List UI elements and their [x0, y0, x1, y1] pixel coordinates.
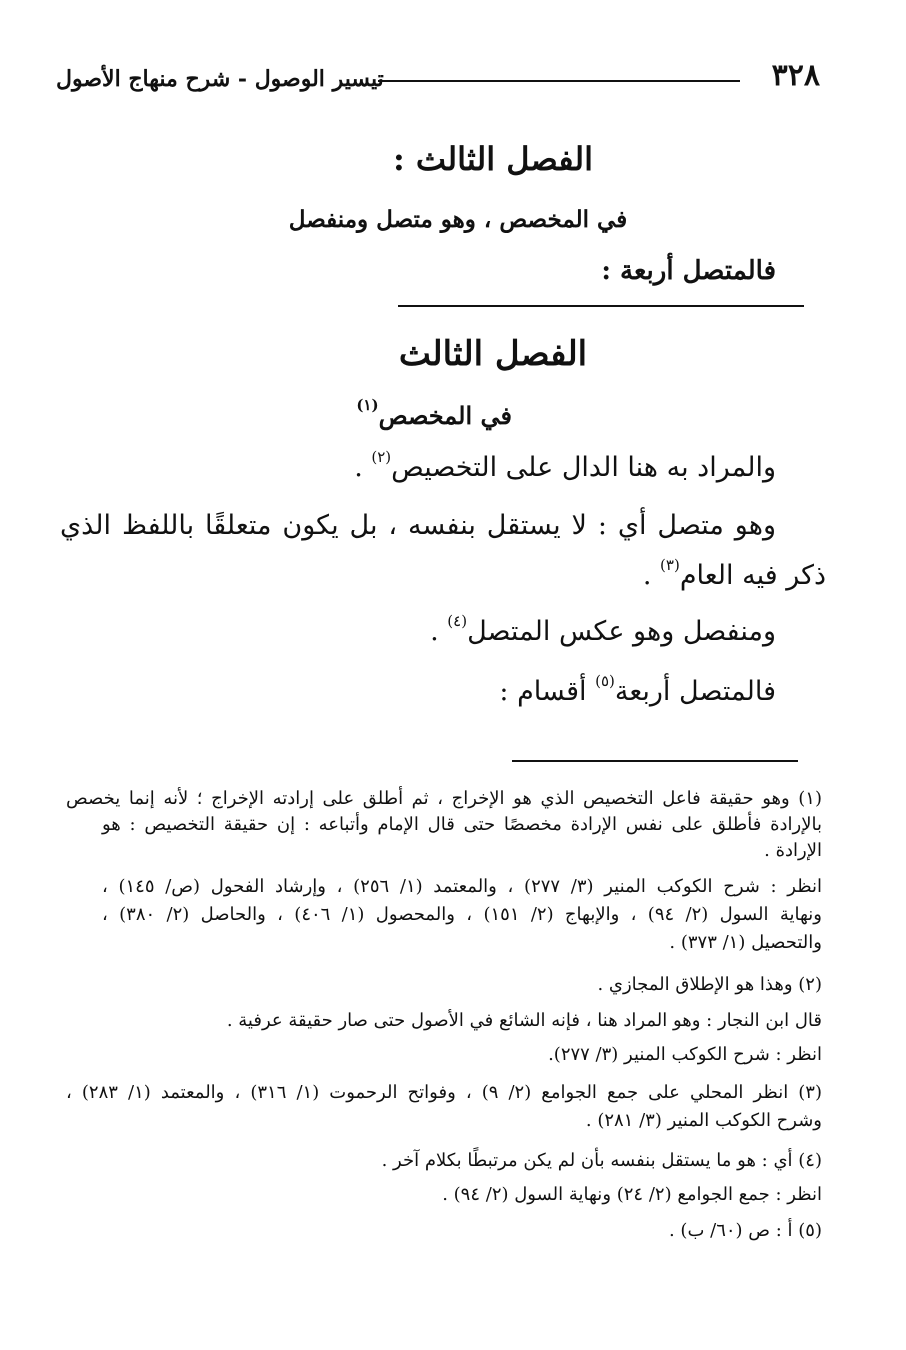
matn-chapter-title: الفصل الثالث :	[392, 140, 594, 178]
paragraph	[354, 448, 776, 483]
paragraph-end: .	[642, 560, 661, 591]
footnote-separator	[512, 760, 798, 762]
paragraph-text: والمراد به هنا الدال على التخصيص	[391, 452, 776, 483]
footnote-2-line: (٢) وهذا هو الإطلاق المجازي .	[597, 974, 822, 995]
footnote-1-line: ونهاية السول (٢/ ٩٤) ، والإبهاج (٢/ ١٥١) ، والمحصول (١/ ٤٠٦) ، والحاصل (٢/ ٣٨٠) ،	[102, 904, 822, 925]
footnote-marker: (٥)	[595, 672, 615, 690]
footnote-marker: (٢)	[371, 448, 392, 466]
footnote-2-line: قال ابن النجار : وهو المراد هنا ، فإنه الشائع في الأصول حتى صار حقيقة عرفية .	[226, 1010, 822, 1031]
footnote-1-line: انظر : شرح الكوكب المنير (٣/ ٢٧٧) ، والمعتمد (١/ ٢٥٦) ، وإرشاد الفحول (ص/ ١٤٥) ،	[102, 876, 822, 897]
matn-subtitle: في المخصص ، وهو متصل ومنفصل	[288, 206, 628, 233]
footnote-marker: (٤)	[447, 612, 468, 630]
paragraph-line: وهو متصل أي : لا يستقل بنفسه ، بل يكون متعلقًا باللفظ الذي	[60, 510, 776, 541]
page-number: ٣٢٨	[771, 58, 820, 93]
paragraph	[499, 672, 776, 707]
paragraph	[430, 612, 776, 647]
footnote-1-line: الإرادة .	[764, 840, 822, 861]
header-rule	[378, 80, 740, 82]
footnote-4-line: (٤) أي : هو ما يستقل بنفسه بأن لم يكن مرتبطًا بكلام آخر .	[381, 1150, 822, 1171]
footnote-3-line: (٣) انظر المحلي على جمع الجوامع (٢/ ٩) ، وفواتح الرحموت (١/ ٣١٦) ، والمعتمد (١/ ٢٨٣) ،	[66, 1082, 822, 1103]
paragraph-end: أقسام :	[499, 676, 596, 707]
footnote-4-line: انظر : جمع الجوامع (٢/ ٢٤) ونهاية السول (٢/ ٩٤) .	[442, 1184, 822, 1205]
paragraph-text: فالمتصل أربعة	[614, 676, 776, 707]
footnote-5-line: (٥) أ : ص (٦٠/ ب) .	[668, 1220, 822, 1241]
running-title: تيسير الوصول - شرح منهاج الأصول	[56, 66, 384, 92]
sharh-chapter-title: الفصل الثالث	[398, 334, 588, 374]
footnote-1-line: والتحصيل (١/ ٣٧٣) .	[669, 932, 822, 953]
paragraph-end: .	[354, 452, 372, 483]
footnote-2-line: انظر : شرح الكوكب المنير (٣/ ٢٧٧).	[548, 1044, 822, 1065]
paragraph-text: ذكر فيه العام	[679, 560, 826, 591]
sharh-subtitle	[356, 396, 512, 430]
sharh-subtitle-text: في المخصص	[378, 401, 512, 430]
footnote-1-line: (١) وهو حقيقة فاعل التخصيص الذي هو الإخراج ، ثم أطلق على إرادته الإخراج ؛ لأنه إنما يخصص	[66, 788, 822, 809]
paragraph-line	[643, 556, 826, 591]
footnote-marker: (٣)	[660, 556, 680, 574]
footnote-1-line: بالإرادة فأطلق على نفس الإرادة مخصصًا حتى قال الإمام وأتباعه : إن حقيقة التخصيص : هو	[102, 814, 822, 835]
footnote-3-line: وشرح الكوكب المنير (٣/ ٢٨١) .	[585, 1110, 822, 1131]
footnote-marker: (١)	[356, 396, 379, 414]
paragraph-text: ومنفصل وهو عكس المتصل	[467, 616, 776, 647]
matn-separator	[398, 305, 804, 307]
paragraph-end: .	[430, 616, 448, 647]
matn-line: فالمتصل أربعة :	[601, 256, 776, 286]
